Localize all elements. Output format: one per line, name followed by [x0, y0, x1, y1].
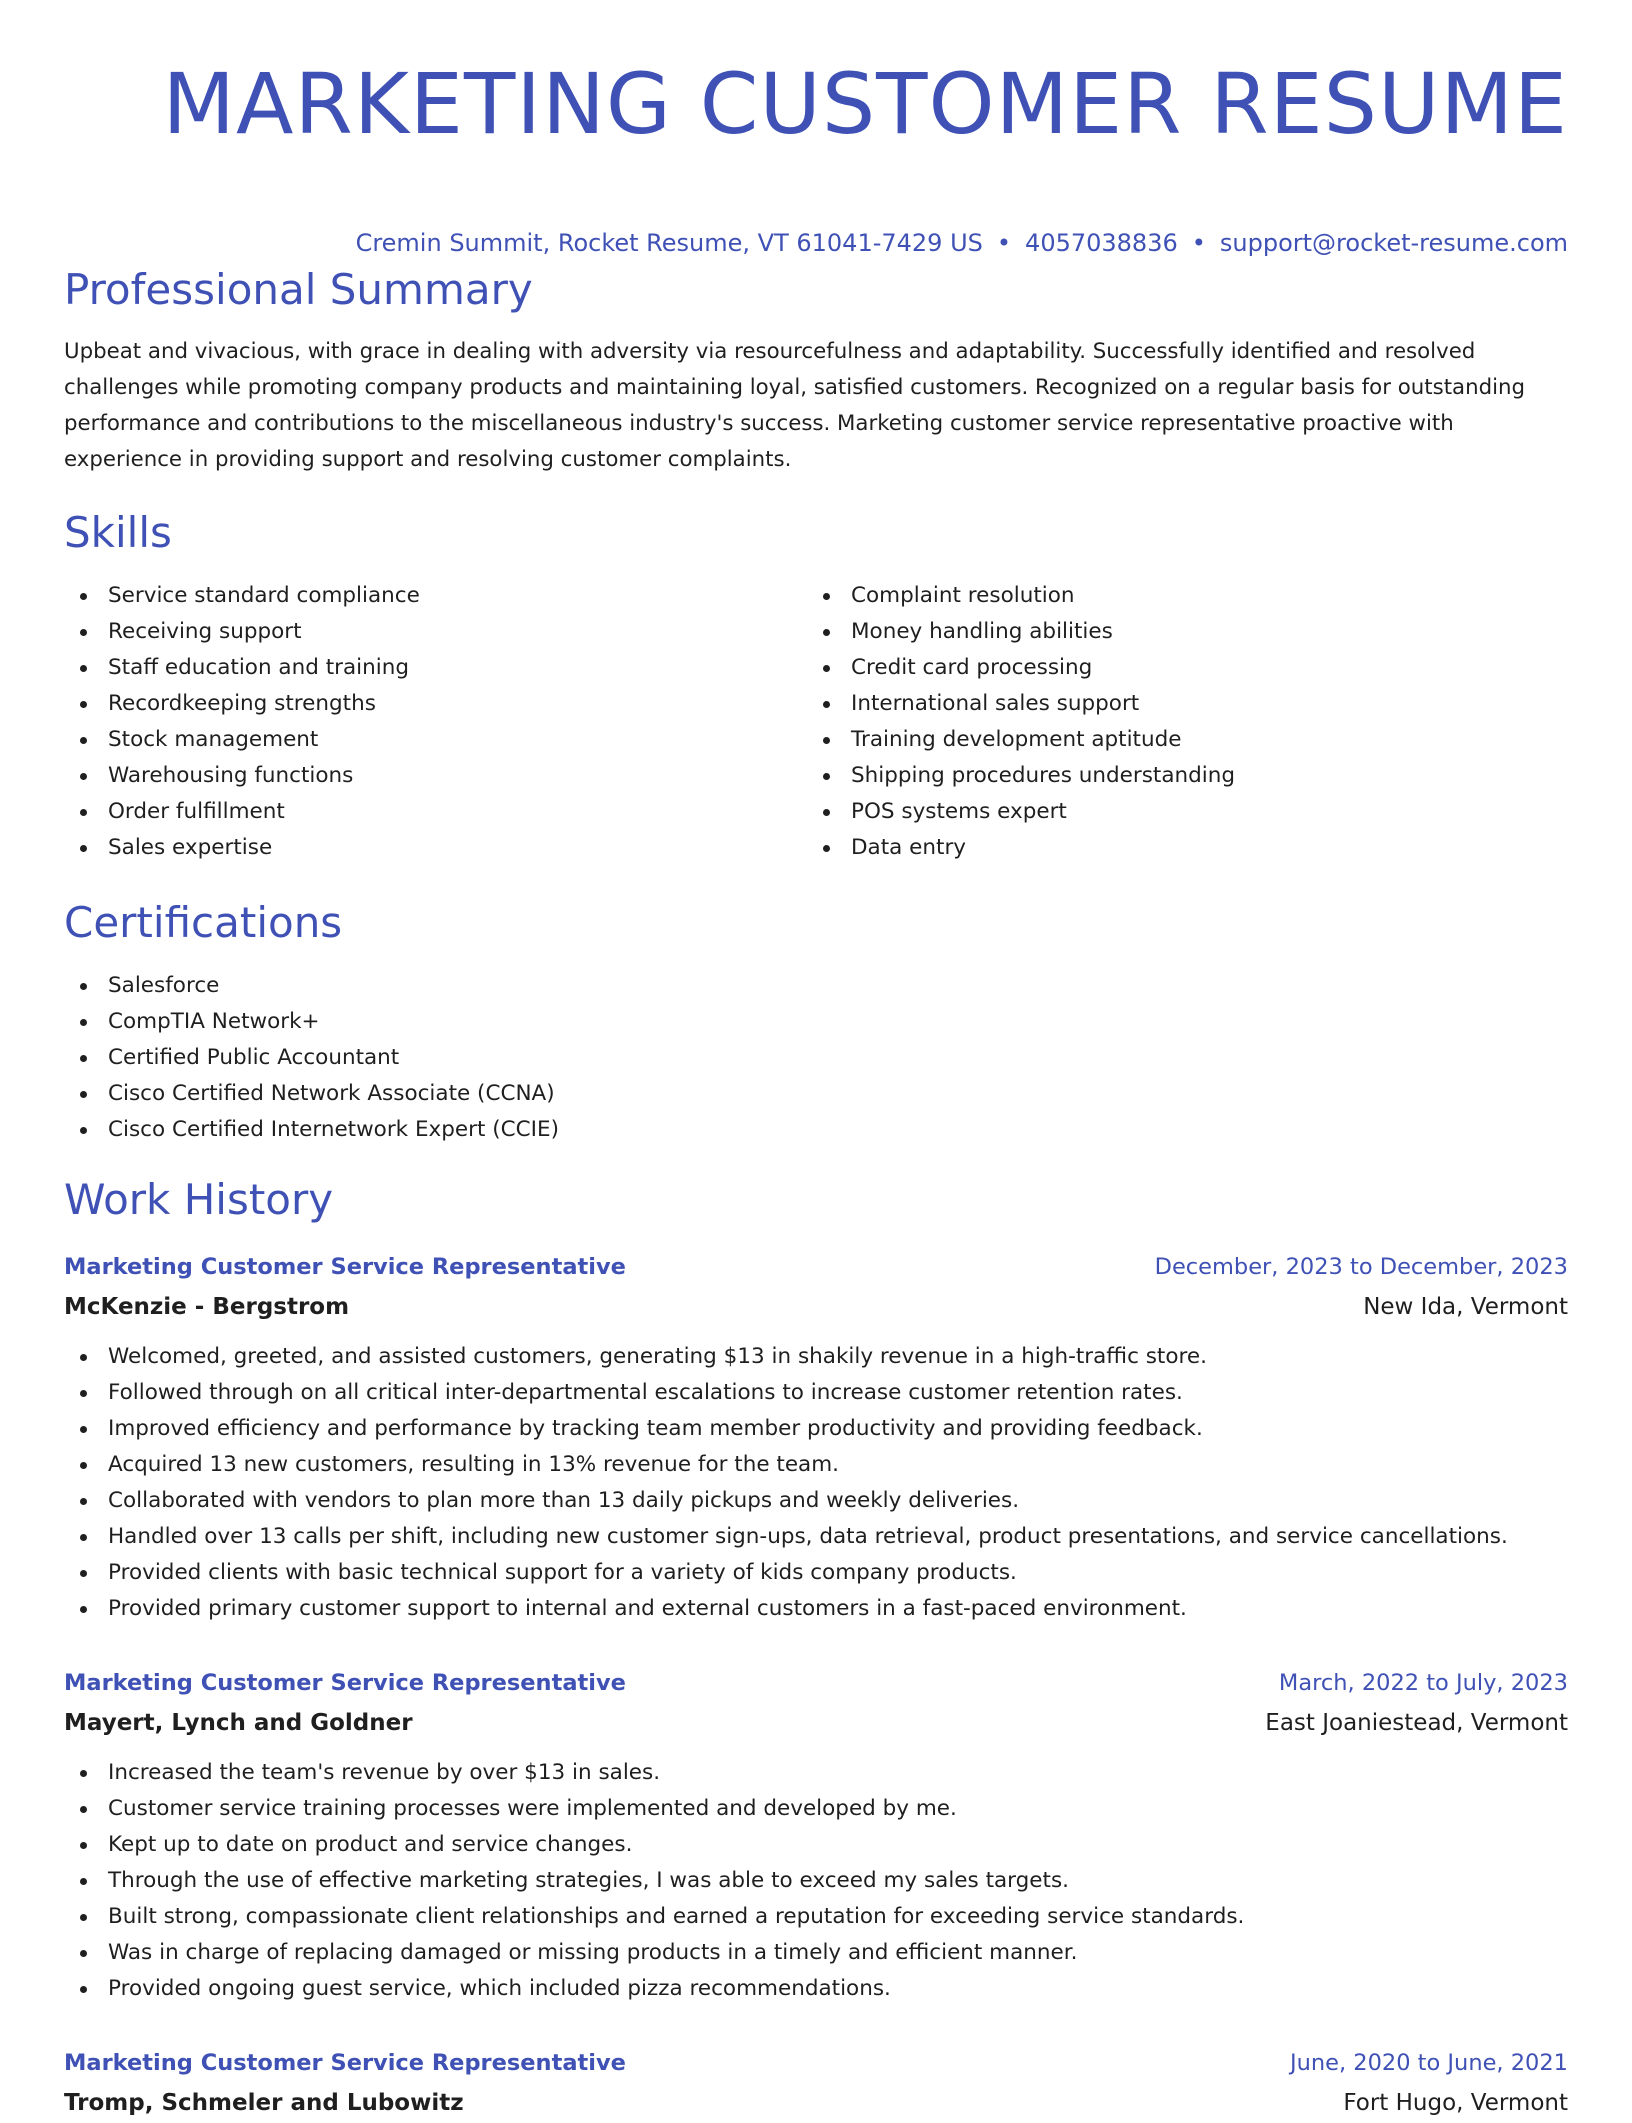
job-bullet: Through the use of effective marketing strategies, I was able to exceed my sales targets.: [64, 1863, 1568, 1899]
skill-item: Staff education and training: [64, 650, 420, 686]
skill-item: Shipping procedures understanding: [807, 758, 1235, 794]
job-title: Marketing Customer Service Representative: [64, 2050, 626, 2076]
job-dates: March, 2022 to July, 2023: [1278, 1670, 1568, 1696]
job-bullet: Increased the team's revenue by over $13 in sales.: [64, 1755, 1568, 1791]
contact-separator: •: [996, 229, 1012, 257]
job-company: Tromp, Schmeler and Lubowitz: [64, 2090, 464, 2116]
job-dates: June, 2020 to June, 2021: [1289, 2050, 1568, 2076]
contact-email[interactable]: support@rocket-resume.com: [1219, 229, 1568, 257]
job-location: New Ida, Vermont: [1363, 1294, 1568, 1320]
skill-item: Complaint resolution: [807, 578, 1235, 614]
job-bullet: Provided ongoing guest service, which included pizza recommendations.: [64, 1971, 1568, 2007]
summary-heading: Professional Summary: [64, 265, 533, 314]
certification-item: Cisco Certified Network Associate (CCNA): [64, 1076, 559, 1112]
job-entry: [64, 1663, 1568, 2007]
resume-page: [64, 0, 1568, 2116]
certifications-heading: Certifications: [64, 898, 343, 947]
skill-item: Money handling abilities: [807, 614, 1235, 650]
contact-separator: •: [1191, 229, 1206, 257]
skill-item: Receiving support: [64, 614, 420, 650]
certification-item: Certified Public Accountant: [64, 1040, 559, 1076]
job-bullet: Provided primary customer support to internal and external customers in a fast-paced environment.: [64, 1591, 1568, 1627]
job-bullet: Welcomed, greeted, and assisted customers, generating $13 in shakily revenue in a high-traffic store.: [64, 1339, 1568, 1375]
skill-item: Stock management: [64, 722, 420, 758]
job-title: Marketing Customer Service Representative: [64, 1670, 626, 1696]
job-company: Mayert, Lynch and Goldner: [64, 1710, 413, 1736]
skill-item: Recordkeeping strengths: [64, 686, 420, 722]
job-title: Marketing Customer Service Representative: [64, 1254, 626, 1280]
job-company-row: [64, 1703, 1568, 1743]
job-bullets: [64, 1339, 1568, 1627]
certification-item: Salesforce: [64, 968, 559, 1004]
skill-item: POS systems expert: [807, 794, 1235, 830]
contact-line: [64, 228, 1568, 258]
job-location: East Joaniestead, Vermont: [1265, 1710, 1568, 1736]
job-bullet: Was in charge of replacing damaged or missing products in a timely and efficient manner.: [64, 1935, 1568, 1971]
job-bullet: Improved efficiency and performance by tracking team member productivity and providing feedback.: [64, 1411, 1568, 1447]
resume-title: MARKETING CUSTOMER RESUME: [162, 55, 1568, 153]
job-bullet: Followed through on all critical inter-departmental escalations to increase customer retention rates.: [64, 1375, 1568, 1411]
job-bullet: Handled over 13 calls per shift, including new customer sign-ups, data retrieval, product presentations, and service cancellations.: [64, 1519, 1568, 1555]
skill-item: Warehousing functions: [64, 758, 420, 794]
skill-item: International sales support: [807, 686, 1235, 722]
certification-item: Cisco Certified Internetwork Expert (CCIE): [64, 1112, 559, 1148]
skills-column-right: [807, 578, 1235, 866]
skill-item: Sales expertise: [64, 830, 420, 866]
job-company: McKenzie - Bergstrom: [64, 1294, 350, 1320]
job-bullet: Built strong, compassionate client relationships and earned a reputation for exceeding service standards.: [64, 1899, 1568, 1935]
job-title-row: [64, 1663, 1568, 1703]
certifications-list: [64, 968, 559, 1148]
job-company-row: [64, 2083, 1568, 2123]
job-title-row: [64, 2043, 1568, 2083]
contact-address: Cremin Summit, Rocket Resume, VT 61041-7429 US: [355, 229, 983, 257]
job-company-row: [64, 1287, 1568, 1327]
skill-item: Credit card processing: [807, 650, 1235, 686]
skill-item: Order fulfillment: [64, 794, 420, 830]
skills-heading: Skills: [64, 508, 172, 557]
job-bullet: Provided clients with basic technical support for a variety of kids company products.: [64, 1555, 1568, 1591]
job-dates: December, 2023 to December, 2023: [1154, 1254, 1568, 1280]
skill-item: Training development aptitude: [807, 722, 1235, 758]
job-bullet: Customer service training processes were implemented and developed by me.: [64, 1791, 1568, 1827]
skills-column-left: [64, 578, 420, 866]
contact-phone: 4057038836: [1025, 229, 1178, 257]
work-history-heading: Work History: [64, 1175, 334, 1224]
job-bullet: Acquired 13 new customers, resulting in 13% revenue for the team.: [64, 1447, 1568, 1483]
certification-item: CompTIA Network+: [64, 1004, 559, 1040]
job-bullets: [64, 1755, 1568, 2007]
summary-text: Upbeat and vivacious, with grace in dealing with adversity via resourcefulness and adaptability. Successfully identified and resolved challenges while promoting company products and maintaining loyal, satisfied customers. Recognized on a regular basis for outstanding performance and contributions to the miscellaneous industry's success. Marketing customer service representative proactive with experience in providing support and resolving customer complaints.: [64, 339, 1526, 472]
skill-item: Service standard compliance: [64, 578, 420, 614]
job-entry: [64, 2043, 1568, 2123]
job-title-row: [64, 1247, 1568, 1287]
job-entry: [64, 1247, 1568, 1627]
skill-item: Data entry: [807, 830, 1235, 866]
job-bullet: Collaborated with vendors to plan more than 13 daily pickups and weekly deliveries.: [64, 1483, 1568, 1519]
job-bullet: Kept up to date on product and service changes.: [64, 1827, 1568, 1863]
job-location: Fort Hugo, Vermont: [1343, 2090, 1568, 2116]
